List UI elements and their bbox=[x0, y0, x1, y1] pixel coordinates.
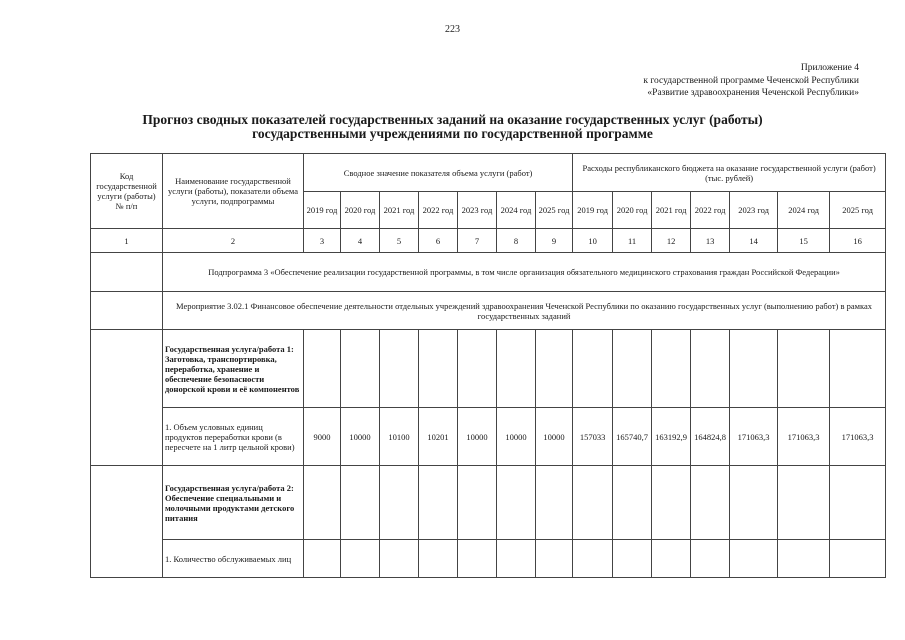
empty-cell bbox=[730, 540, 778, 578]
empty-cell bbox=[304, 330, 341, 408]
column-number: 8 bbox=[497, 229, 536, 253]
empty-cell bbox=[458, 540, 497, 578]
column-number: 4 bbox=[341, 229, 380, 253]
expense-value: 164824,8 bbox=[691, 408, 730, 466]
empty-cell bbox=[380, 330, 419, 408]
empty-cell bbox=[573, 540, 613, 578]
empty-cell bbox=[778, 540, 830, 578]
empty-cell bbox=[497, 330, 536, 408]
column-number: 6 bbox=[419, 229, 458, 253]
column-number: 15 bbox=[778, 229, 830, 253]
header-code: Код государственной услуги (работы) № п/п bbox=[91, 154, 163, 229]
header-expense-group: Расходы республиканского бюджета на оказание государственной услуги (работ) (тыс. рублей) bbox=[573, 154, 886, 192]
empty-cell bbox=[458, 330, 497, 408]
empty-cell bbox=[830, 466, 886, 540]
column-number: 5 bbox=[380, 229, 419, 253]
empty-cell bbox=[830, 540, 886, 578]
empty-cell bbox=[419, 466, 458, 540]
header-volume-year: 2024 год bbox=[497, 192, 536, 229]
empty-cell bbox=[304, 540, 341, 578]
empty-cell bbox=[652, 540, 691, 578]
page-number: 223 bbox=[445, 24, 460, 35]
header-volume-year: 2025 год bbox=[536, 192, 573, 229]
empty-cell bbox=[458, 466, 497, 540]
empty-cell bbox=[830, 330, 886, 408]
header-expense-year: 2025 год bbox=[830, 192, 886, 229]
header-volume-year: 2020 год bbox=[341, 192, 380, 229]
header-expense-year: 2019 год bbox=[573, 192, 613, 229]
expense-value: 171063,3 bbox=[730, 408, 778, 466]
header-volume-year: 2021 год bbox=[380, 192, 419, 229]
volume-value: 10000 bbox=[497, 408, 536, 466]
volume-value: 10000 bbox=[458, 408, 497, 466]
blank-cell bbox=[91, 292, 163, 330]
empty-cell bbox=[380, 540, 419, 578]
empty-cell bbox=[730, 330, 778, 408]
volume-value: 10201 bbox=[419, 408, 458, 466]
column-number: 16 bbox=[830, 229, 886, 253]
header-volume-year: 2022 год bbox=[419, 192, 458, 229]
empty-cell bbox=[341, 466, 380, 540]
blank-cell bbox=[91, 466, 163, 578]
service-2-title: Государственная услуга/работа 2: Обеспечение специальными и молочными продуктами детского питания bbox=[163, 466, 304, 540]
empty-cell bbox=[304, 466, 341, 540]
empty-cell bbox=[380, 466, 419, 540]
expense-value: 163192,9 bbox=[652, 408, 691, 466]
empty-cell bbox=[536, 466, 573, 540]
expense-value: 157033 bbox=[573, 408, 613, 466]
empty-cell bbox=[497, 466, 536, 540]
empty-cell bbox=[613, 540, 652, 578]
header-volume-year: 2019 год bbox=[304, 192, 341, 229]
column-number: 7 bbox=[458, 229, 497, 253]
appendix-line-1: Приложение 4 bbox=[800, 63, 859, 73]
header-expense-year: 2023 год bbox=[730, 192, 778, 229]
column-number: 12 bbox=[652, 229, 691, 253]
empty-cell bbox=[613, 466, 652, 540]
empty-cell bbox=[691, 540, 730, 578]
column-number: 14 bbox=[730, 229, 778, 253]
header-expense-year: 2024 год bbox=[778, 192, 830, 229]
header-expense-year: 2022 год bbox=[691, 192, 730, 229]
empty-cell bbox=[419, 330, 458, 408]
expense-value: 171063,3 bbox=[830, 408, 886, 466]
appendix-line-3: «Развитие здравоохранения Чеченской Республики» bbox=[647, 88, 859, 98]
header-expense-year: 2020 год bbox=[613, 192, 652, 229]
empty-cell bbox=[573, 330, 613, 408]
empty-cell bbox=[536, 540, 573, 578]
service-1-indicator: 1. Объем условных единиц продуктов переработки крови (в пересчете на 1 литр цельной крови) bbox=[163, 408, 304, 466]
column-number: 11 bbox=[613, 229, 652, 253]
appendix-note bbox=[643, 62, 859, 100]
volume-value: 9000 bbox=[304, 408, 341, 466]
forecast-table bbox=[90, 153, 886, 578]
column-number: 9 bbox=[536, 229, 573, 253]
column-number: 13 bbox=[691, 229, 730, 253]
column-number: 1 bbox=[91, 229, 163, 253]
header-volume-year: 2023 год bbox=[458, 192, 497, 229]
empty-cell bbox=[730, 466, 778, 540]
empty-cell bbox=[341, 540, 380, 578]
volume-value: 10000 bbox=[341, 408, 380, 466]
volume-value: 10100 bbox=[380, 408, 419, 466]
blank-cell bbox=[91, 330, 163, 466]
empty-cell bbox=[652, 466, 691, 540]
expense-value: 165740,7 bbox=[613, 408, 652, 466]
empty-cell bbox=[419, 540, 458, 578]
header-volume-group: Сводное значение показателя объема услуги (работ) bbox=[304, 154, 573, 192]
measure-row: Мероприятие 3.02.1 Финансовое обеспечение деятельности отдельных учреждений здравоохранения Чеченской Республики по оказанию государственных услуг (выполнению работ) в рамках государственных заданий bbox=[163, 292, 886, 330]
empty-cell bbox=[691, 330, 730, 408]
title-line-2: государственными учреждениями по государственной программе bbox=[252, 126, 653, 141]
empty-cell bbox=[341, 330, 380, 408]
empty-cell bbox=[497, 540, 536, 578]
service-2-indicator: 1. Количество обслуживаемых лиц bbox=[163, 540, 304, 578]
appendix-line-2: к государственной программе Чеченской Республики bbox=[643, 75, 859, 86]
service-1-title: Государственная услуга/работа 1: Заготовка, транспортировка, переработка, хранение и обеспечение безопасности донорской крови и её компонентов bbox=[163, 330, 304, 408]
empty-cell bbox=[778, 466, 830, 540]
header-name: Наименование государственной услуги (работы), показатели объема услуги, подпрограммы bbox=[163, 154, 304, 229]
empty-cell bbox=[652, 330, 691, 408]
header-expense-year: 2021 год bbox=[652, 192, 691, 229]
title-line-1: Прогноз сводных показателей государственных заданий на оказание государственных услуг (работы) bbox=[142, 112, 763, 127]
column-number: 2 bbox=[163, 229, 304, 253]
blank-cell bbox=[91, 253, 163, 292]
document-title bbox=[60, 113, 845, 141]
column-number: 3 bbox=[304, 229, 341, 253]
subprogram-row: Подпрограмма 3 «Обеспечение реализации государственной программы, в том числе организация обязательного медицинского страхования граждан Российской Федерации» bbox=[163, 253, 886, 292]
volume-value: 10000 bbox=[536, 408, 573, 466]
empty-cell bbox=[573, 466, 613, 540]
empty-cell bbox=[778, 330, 830, 408]
empty-cell bbox=[613, 330, 652, 408]
empty-cell bbox=[536, 330, 573, 408]
expense-value: 171063,3 bbox=[778, 408, 830, 466]
empty-cell bbox=[691, 466, 730, 540]
column-number: 10 bbox=[573, 229, 613, 253]
